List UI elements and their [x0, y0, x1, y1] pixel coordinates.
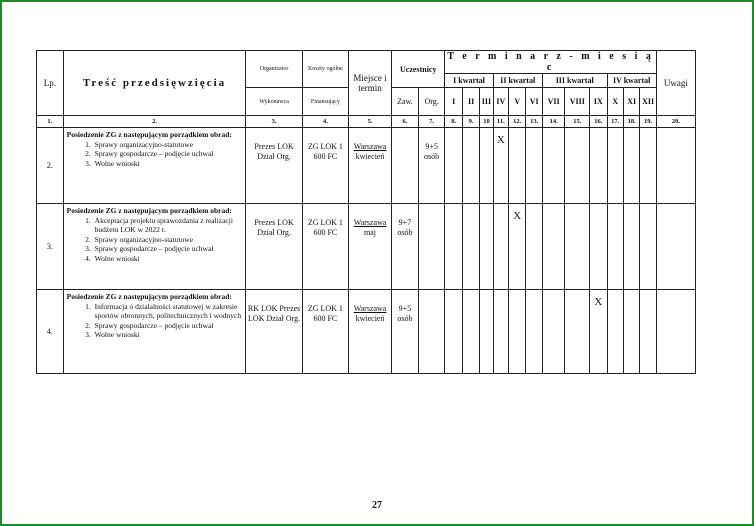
row-title: Posiedzenie ZG z następującym porządkiem obrad:	[66, 206, 232, 215]
row-mark: X	[509, 204, 526, 290]
row-miejsce	[348, 128, 391, 204]
agenda-item: 1. Sprawy organizacyjno-statutowe	[93, 140, 243, 150]
agenda-item: 2. Sprawy organizacyjno-statutowe	[93, 235, 243, 245]
agenda-item: 3. Wolne wnioski	[93, 159, 243, 169]
month-header: I	[445, 88, 462, 116]
row-description	[63, 290, 246, 374]
row-wykonawca: RK LOK Prezes LOK Dział Org.	[246, 290, 302, 374]
col-koszty-header: Koszty ogólne	[302, 51, 348, 88]
month-header: III	[480, 88, 493, 116]
column-number-row	[37, 116, 696, 128]
column-number: 15.	[565, 116, 590, 128]
column-number: 1.	[37, 116, 64, 128]
agenda-item: 3. Sprawy gospodarcze – podjęcie uchwał	[93, 244, 243, 254]
agenda-item: 3. Wolne wnioski	[93, 330, 243, 340]
col-finansujacy-header: Finansujący	[302, 88, 348, 116]
row-lp: 3.	[37, 204, 64, 290]
row-description	[63, 204, 246, 290]
month-header: II	[462, 88, 479, 116]
column-number: 13.	[526, 116, 542, 128]
row-mark: X	[493, 128, 508, 204]
agenda-item: 1. Informacja o działalności statutowej w zakresie sportów obronnych, politechnicznych i wodnych	[93, 302, 243, 321]
row-wykonawca: Prezes LOK Dział Org.	[246, 204, 302, 290]
row-zaw	[392, 128, 419, 204]
month-header: XI	[623, 88, 639, 116]
col-zaw-header: Zaw.	[392, 88, 419, 116]
quarter-4-header: IV kwartał	[607, 74, 656, 88]
column-number: 7.	[418, 116, 445, 128]
agenda-item: 4. Wolne wnioski	[93, 254, 243, 264]
page-number: 27	[372, 500, 382, 511]
month-header: V	[509, 88, 526, 116]
schedule-table-container	[36, 50, 696, 374]
terminarz-header: T e r m i n a r z - m i e s i ą c	[445, 51, 656, 74]
row-place: Warszawa	[353, 142, 387, 151]
column-number: 4.	[302, 116, 348, 128]
month-header: IX	[590, 88, 607, 116]
month-header: VII	[542, 88, 565, 116]
column-number: 5.	[348, 116, 391, 128]
month-header: VI	[526, 88, 542, 116]
column-number: 12.	[509, 116, 526, 128]
table-row	[37, 290, 696, 374]
table-row	[37, 128, 696, 204]
column-number: 9.	[462, 116, 479, 128]
quarter-3-header: III kwartał	[542, 74, 607, 88]
row-term: kwiecień	[355, 314, 385, 323]
column-number: 3.	[246, 116, 302, 128]
column-number: 17.	[607, 116, 623, 128]
column-number: 16.	[590, 116, 607, 128]
column-number: 19.	[640, 116, 656, 128]
col-tresc-header: Treść przedsięwzięcia	[63, 51, 246, 116]
row-org	[418, 290, 445, 374]
row-place: Warszawa	[353, 218, 387, 227]
agenda-item: 2. Sprawy gospodarcze – podjęcie uchwał	[93, 321, 243, 331]
month-header: XII	[640, 88, 656, 116]
agenda-item: 2. Sprawy gospodarcze – podjęcie uchwał	[93, 149, 243, 159]
col-miejsce-header: Miejsce i termin	[348, 51, 391, 116]
month-header: X	[607, 88, 623, 116]
column-number: 6.	[392, 116, 419, 128]
col-organizator-header: Organizator	[246, 51, 302, 88]
row-wykonawca: Prezes LOK Dział Org.	[246, 128, 302, 204]
col-uczestnicy-header: Uczestnicy	[392, 51, 445, 88]
row-title: Posiedzenie ZG z następującym porządkiem obrad:	[66, 292, 232, 301]
column-number: 11.	[493, 116, 508, 128]
row-finansujacy: ZG LOK 1 600 FC	[302, 204, 348, 290]
row-finansujacy: ZG LOK 1 600 FC	[302, 128, 348, 204]
row-term: kwiecień	[355, 152, 385, 161]
agenda-item: 1. Akceptacja projektu sprawozdania z realizacji budżetu LOK w 2022 r.	[93, 216, 243, 235]
quarter-1-header: I kwartał	[445, 74, 493, 88]
column-number: 18.	[623, 116, 639, 128]
month-header: VIII	[565, 88, 590, 116]
row-org: 9+5 osób	[418, 128, 445, 204]
row-lp: 4.	[37, 290, 64, 374]
schedule-table	[36, 50, 696, 374]
row-title: Posiedzenie ZG z następującym porządkiem obrad:	[66, 130, 232, 139]
row-description	[63, 128, 246, 204]
row-place: Warszawa	[353, 304, 387, 313]
row-zaw: 9+5 osób	[392, 290, 419, 374]
column-number: 10	[480, 116, 493, 128]
col-org-header: Org.	[418, 88, 445, 116]
row-finansujacy: ZG LOK 1 600 FC	[302, 290, 348, 374]
column-number: 14.	[542, 116, 565, 128]
col-wykonawca-header: Wykonawca	[246, 88, 302, 116]
row-term: maj	[364, 228, 377, 237]
row-lp: 2.	[37, 128, 64, 204]
table-row	[37, 204, 696, 290]
row-mark: X	[590, 290, 607, 374]
row-org	[418, 204, 445, 290]
quarter-2-header: II kwartał	[493, 74, 542, 88]
column-number: 20.	[656, 116, 695, 128]
col-uwagi-header: Uwagi	[656, 51, 695, 116]
column-number: 8.	[445, 116, 462, 128]
row-zaw: 9+7 osób	[392, 204, 419, 290]
row-miejsce	[348, 204, 391, 290]
month-header: IV	[493, 88, 508, 116]
col-lp-header: Lp.	[37, 51, 64, 116]
row-miejsce	[348, 290, 391, 374]
column-number: 2.	[63, 116, 246, 128]
